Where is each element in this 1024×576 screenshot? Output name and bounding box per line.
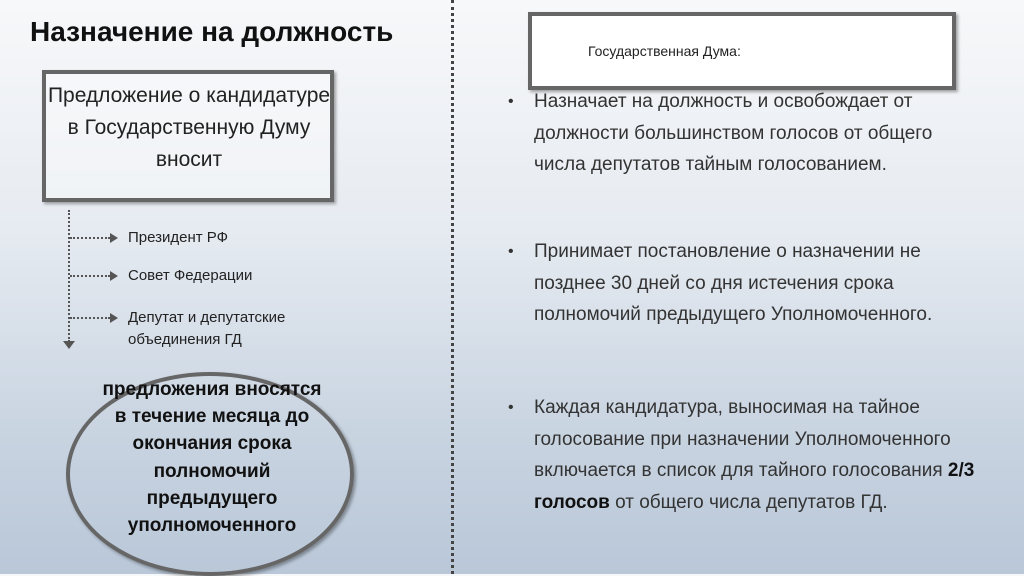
flow-arrow-down-icon — [63, 341, 75, 349]
bullet-icon: • — [508, 399, 514, 416]
proposer-president: Президент РФ — [128, 229, 229, 246]
bullet-text-start: Каждая кандидатура, выносимая на тайное голосование при назначении Уполномоченного включается в список для тайного голосования — [534, 397, 951, 481]
branch-line-deputies — [70, 317, 110, 319]
arrow-right-icon — [110, 233, 118, 243]
bullet-text — [534, 392, 988, 518]
arrow-right-icon — [110, 313, 118, 323]
duma-bullet-candidacy — [508, 392, 988, 518]
bullet-icon: • — [508, 93, 514, 110]
arrow-right-icon — [110, 271, 118, 281]
proposer-deputies: Депутат и депутатские объединения ГД — [128, 309, 286, 348]
duma-header-text: Государственная Дума: — [588, 43, 741, 59]
highlight-two-thirds: 2/3 голосов — [534, 460, 975, 513]
duma-bullet-resolution — [508, 236, 988, 331]
bullet-icon: • — [508, 243, 514, 260]
bullet-text: Назначает на должность и освобождает от должности большинством голосов от общего числа депутатов тайным голосованием. — [534, 91, 933, 175]
branch-line-federation-council — [70, 275, 110, 277]
bullet-text-end: от общего числа депутатов ГД. — [609, 491, 888, 513]
branch-line-president — [70, 237, 110, 239]
proposer-federation-council: Совет Федерации — [128, 267, 253, 284]
proposal-box-text: Предложение о кандидатуре в Государственную Думу вносит — [47, 84, 331, 171]
vertical-divider — [451, 0, 454, 574]
duma-bullet-appoint — [508, 86, 988, 181]
bullet-text: Принимает постановление о назначении не позднее 30 дней со дня истечения срока полномочий предыдущего Уполномоченного. — [534, 241, 933, 325]
deadline-ellipse-text: предложения вносятся в течение месяца до окончания срока полномочий предыдущего уполномоченного — [102, 379, 322, 537]
page-title: Назначение на должность — [30, 16, 394, 47]
